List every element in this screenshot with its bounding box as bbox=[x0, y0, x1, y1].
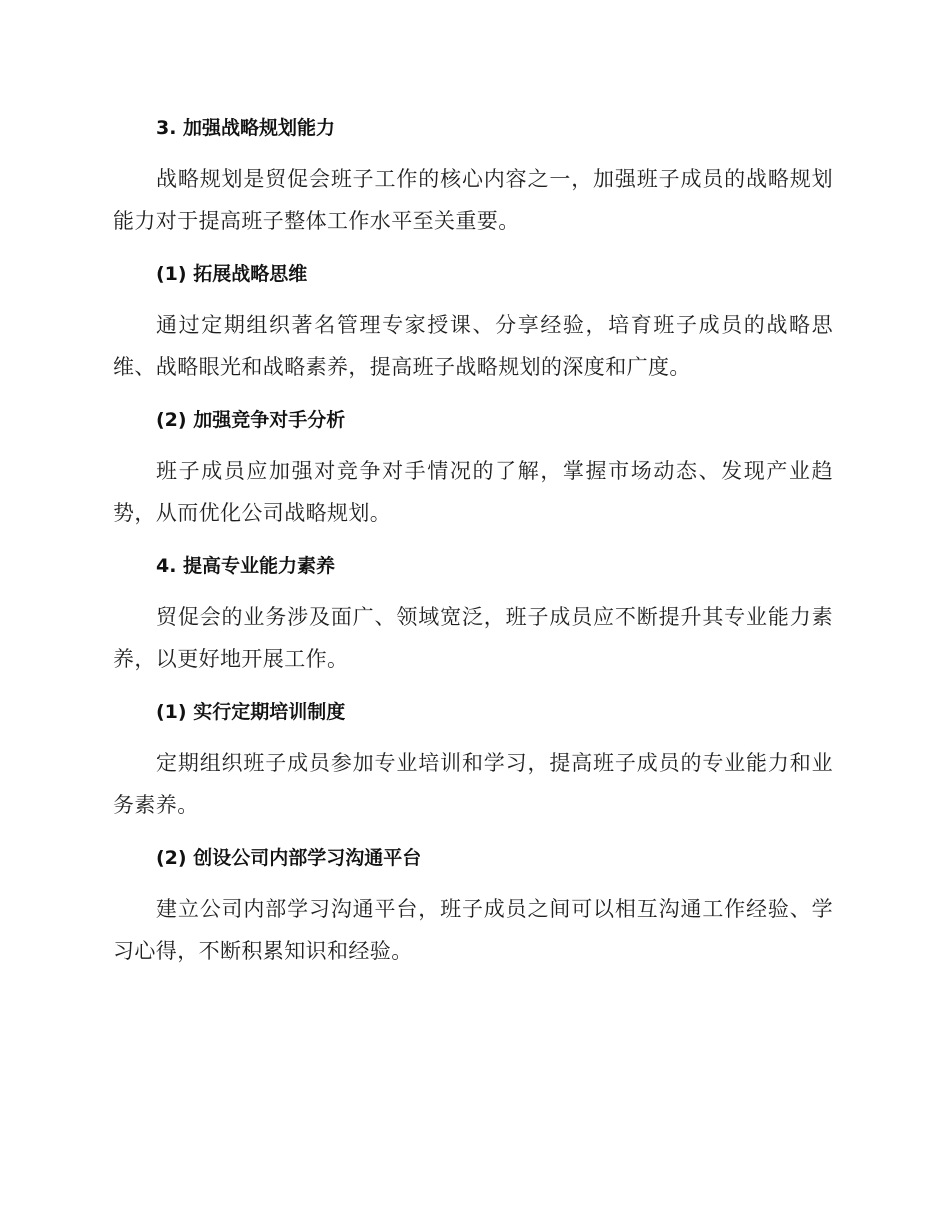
section-heading-4: 4. 提高专业能力素养 bbox=[156, 555, 336, 577]
document-body bbox=[113, 108, 833, 984]
subsection-heading-4-2: (2) 创设公司内部学习沟通平台 bbox=[156, 847, 422, 869]
section-paragraph: 贸促会的业务涉及面广、领域宽泛，班子成员应不断提升其专业能力素养，以更好地开展工作。 bbox=[113, 605, 833, 671]
subsection-paragraph: 通过定期组织著名管理专家授课、分享经验，培育班子成员的战略思维、战略眼光和战略素养，提高班子战略规划的深度和广度。 bbox=[113, 313, 833, 379]
subsection-paragraph: 定期组织班子成员参加专业培训和学习，提高班子成员的专业能力和业务素养。 bbox=[113, 751, 833, 817]
section-paragraph: 战略规划是贸促会班子工作的核心内容之一，加强班子成员的战略规划能力对于提高班子整体工作水平至关重要。 bbox=[113, 167, 833, 233]
section-heading-3: 3. 加强战略规划能力 bbox=[156, 117, 336, 139]
subsection-paragraph: 班子成员应加强对竞争对手情况的了解，掌握市场动态、发现产业趋势，从而优化公司战略规划。 bbox=[113, 459, 833, 525]
subsection-heading-3-2: (2) 加强竞争对手分析 bbox=[156, 409, 346, 431]
subsection-heading-3-1: (1) 拓展战略思维 bbox=[156, 263, 308, 285]
subsection-paragraph: 建立公司内部学习沟通平台，班子成员之间可以相互沟通工作经验、学习心得，不断积累知识和经验。 bbox=[113, 897, 833, 963]
subsection-heading-4-1: (1) 实行定期培训制度 bbox=[156, 701, 346, 723]
